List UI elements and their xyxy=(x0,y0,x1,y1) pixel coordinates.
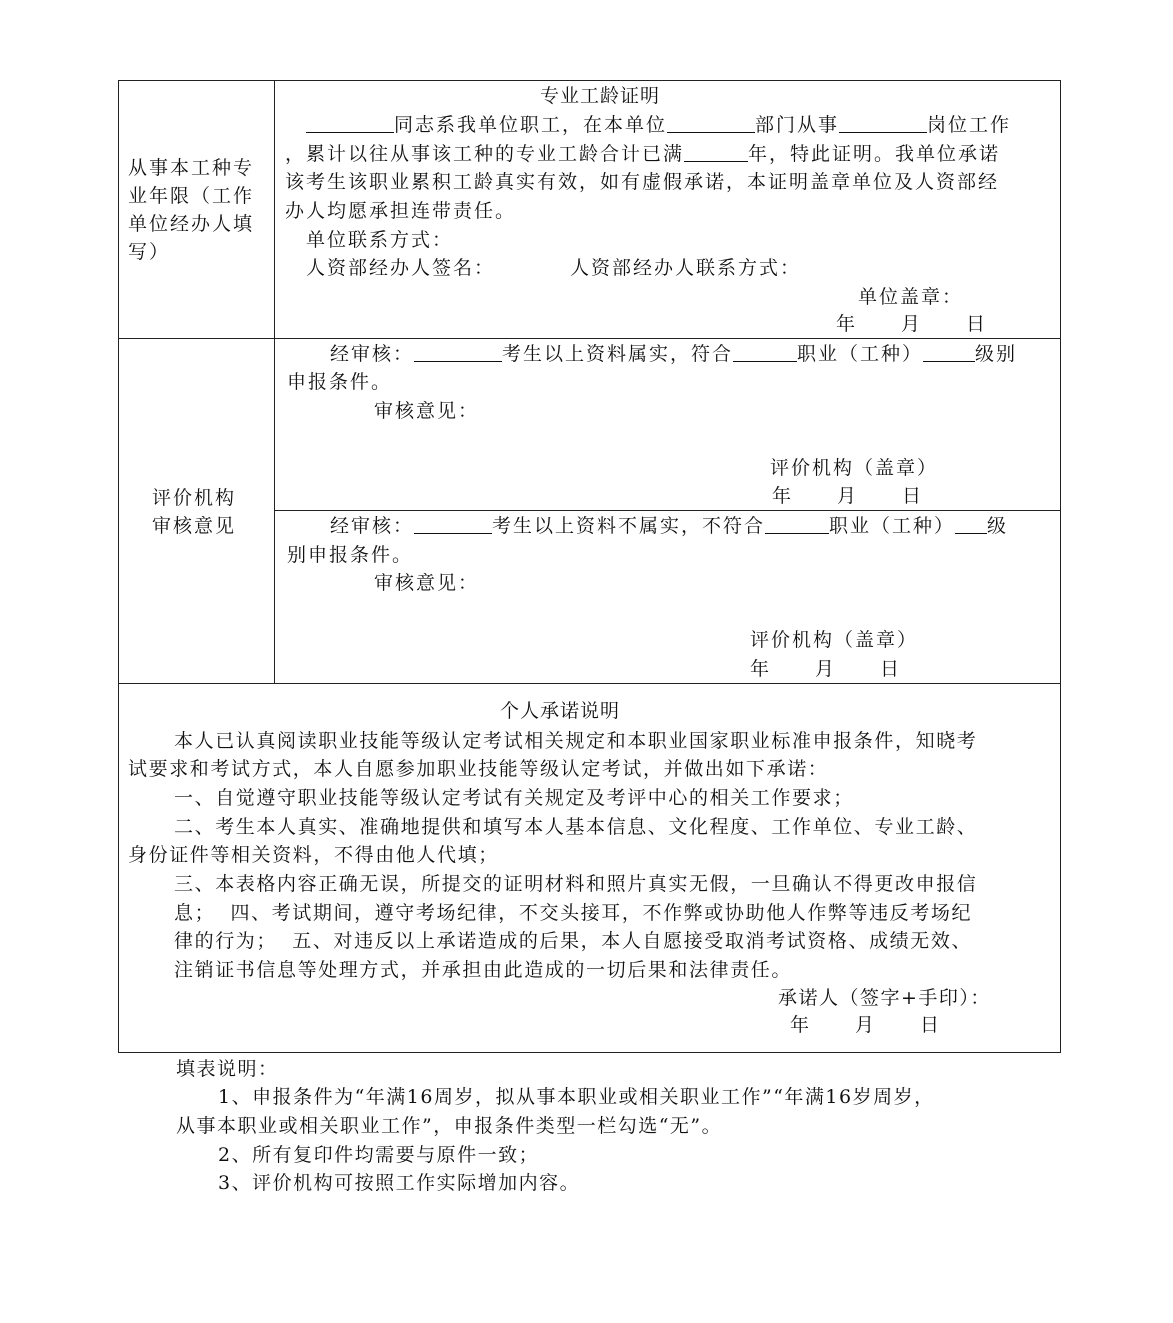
reject-line-2: 别申报条件。 xyxy=(287,544,414,566)
notes-line: 2、所有复印件均需要与原件一致； xyxy=(218,1144,540,1166)
reject-name-blank[interactable] xyxy=(414,515,492,534)
label-line: 从事本工种专 xyxy=(128,157,255,179)
reject-line-1: 经审核： 考生以上资料不属实，不符合 职业（工种） 级 xyxy=(330,515,1009,537)
approve-level-blank[interactable] xyxy=(923,343,975,362)
notes-title: 填表说明： xyxy=(176,1058,279,1080)
reject-date: 年 月 日 xyxy=(750,658,900,680)
commitment-line: 试要求和考试方式，本人自愿参加职业技能等级认定考试，并做出如下承诺： xyxy=(128,758,829,780)
label-line: 单位经办人填 xyxy=(128,213,255,235)
reject-opinion-label: 审核意见： xyxy=(374,572,480,594)
label-line: 评价机构 xyxy=(152,487,237,509)
commitment-title: 个人承诺说明 xyxy=(500,700,621,722)
commitment-line: 三、本表格内容正确无误，所提交的证明材料和照片真实无假，一旦确认不得更改申报信 xyxy=(174,873,978,895)
certificate-line-2: ，累计以往从事该工种的专业工龄合计已满 年，特此证明。我单位承诺 xyxy=(285,143,1001,165)
commitment-line: 身份证件等相关资料，不得由他人代填； xyxy=(128,844,499,866)
approve-opinion-label: 审核意见： xyxy=(374,400,480,422)
name-blank[interactable] xyxy=(306,114,394,133)
certificate-line-1: 同志系我单位职工，在本单位 部门从事 岗位工作 xyxy=(306,113,1011,137)
row-divider-2 xyxy=(118,683,1061,684)
notes-line: 3、评价机构可按照工作实际增加内容。 xyxy=(218,1172,581,1194)
hr-contact-label: 人资部经办人联系方式： xyxy=(570,257,802,279)
column-divider-top xyxy=(274,80,275,683)
commitment-line: 息； 四、考试期间，遵守考场纪律，不交头接耳，不作弊或协助他人作弊等违反考场纪 xyxy=(174,902,973,924)
work-years-title: 专业工龄证明 xyxy=(540,85,661,107)
approve-date: 年 月 日 xyxy=(772,485,922,507)
row-divider-1 xyxy=(118,338,1061,339)
approve-occupation-blank[interactable] xyxy=(733,343,797,362)
signer-label: 承诺人（签字+手印）： xyxy=(778,987,991,1009)
position-blank[interactable] xyxy=(839,114,927,133)
hr-signature-label: 人资部经办人签名： xyxy=(306,257,496,279)
department-blank[interactable] xyxy=(667,114,755,133)
commitment-line: 律的行为； 五、对违反以上承诺造成的后果，本人自愿接受取消考试资格、成绩无效、 xyxy=(174,930,973,952)
approve-name-blank[interactable] xyxy=(414,343,502,362)
reject-level-blank[interactable] xyxy=(955,515,987,534)
commitment-line: 一、自觉遵守职业技能等级认定考试有关规定及考评中心的相关工作要求； xyxy=(174,787,854,809)
commitment-line: 二、考生本人真实、准确地提供和填写本人基本信息、文化程度、工作单位、专业工龄、 xyxy=(174,816,978,838)
label-line: 审核意见 xyxy=(152,515,237,537)
unit-contact-label: 单位联系方式： xyxy=(306,229,454,251)
reject-org-seal: 评价机构（盖章） xyxy=(750,629,919,651)
reject-occupation-blank[interactable] xyxy=(765,515,829,534)
approve-line-1: 经审核： 考生以上资料属实，符合 职业（工种） 级别 xyxy=(330,343,1018,365)
notes-line: 从事本职业或相关职业工作”，申报条件类型一栏勾选“无”。 xyxy=(176,1115,723,1137)
row-divider-approve-reject xyxy=(274,510,1061,511)
label-line: 业年限（工作 xyxy=(128,185,255,207)
approve-org-seal: 评价机构（盖章） xyxy=(770,457,939,479)
unit-seal-label: 单位盖章： xyxy=(858,286,964,308)
commitment-line: 本人已认真阅读职业技能等级认定考试相关规定和本职业国家职业标准申报条件，知晓考 xyxy=(174,730,978,752)
certificate-date: 年 月 日 xyxy=(836,313,986,335)
approve-line-2: 申报条件。 xyxy=(287,371,393,393)
commitment-date: 年 月 日 xyxy=(790,1014,940,1036)
commitment-line: 注销证书信息等处理方式，并承担由此造成的一切后果和法律责任。 xyxy=(174,959,793,981)
label-line: 写） xyxy=(128,241,171,263)
years-blank[interactable] xyxy=(684,143,748,162)
certificate-line-3: 该考生该职业累积工龄真实有效，如有虚假承诺，本证明盖章单位及人资部经 xyxy=(285,171,1000,193)
certificate-line-4: 办人均愿承担连带责任。 xyxy=(285,200,517,222)
notes-line: 1、申报条件为“年满16周岁，拟从事本职业或相关职业工作”“年满16岁周岁， xyxy=(218,1086,935,1108)
